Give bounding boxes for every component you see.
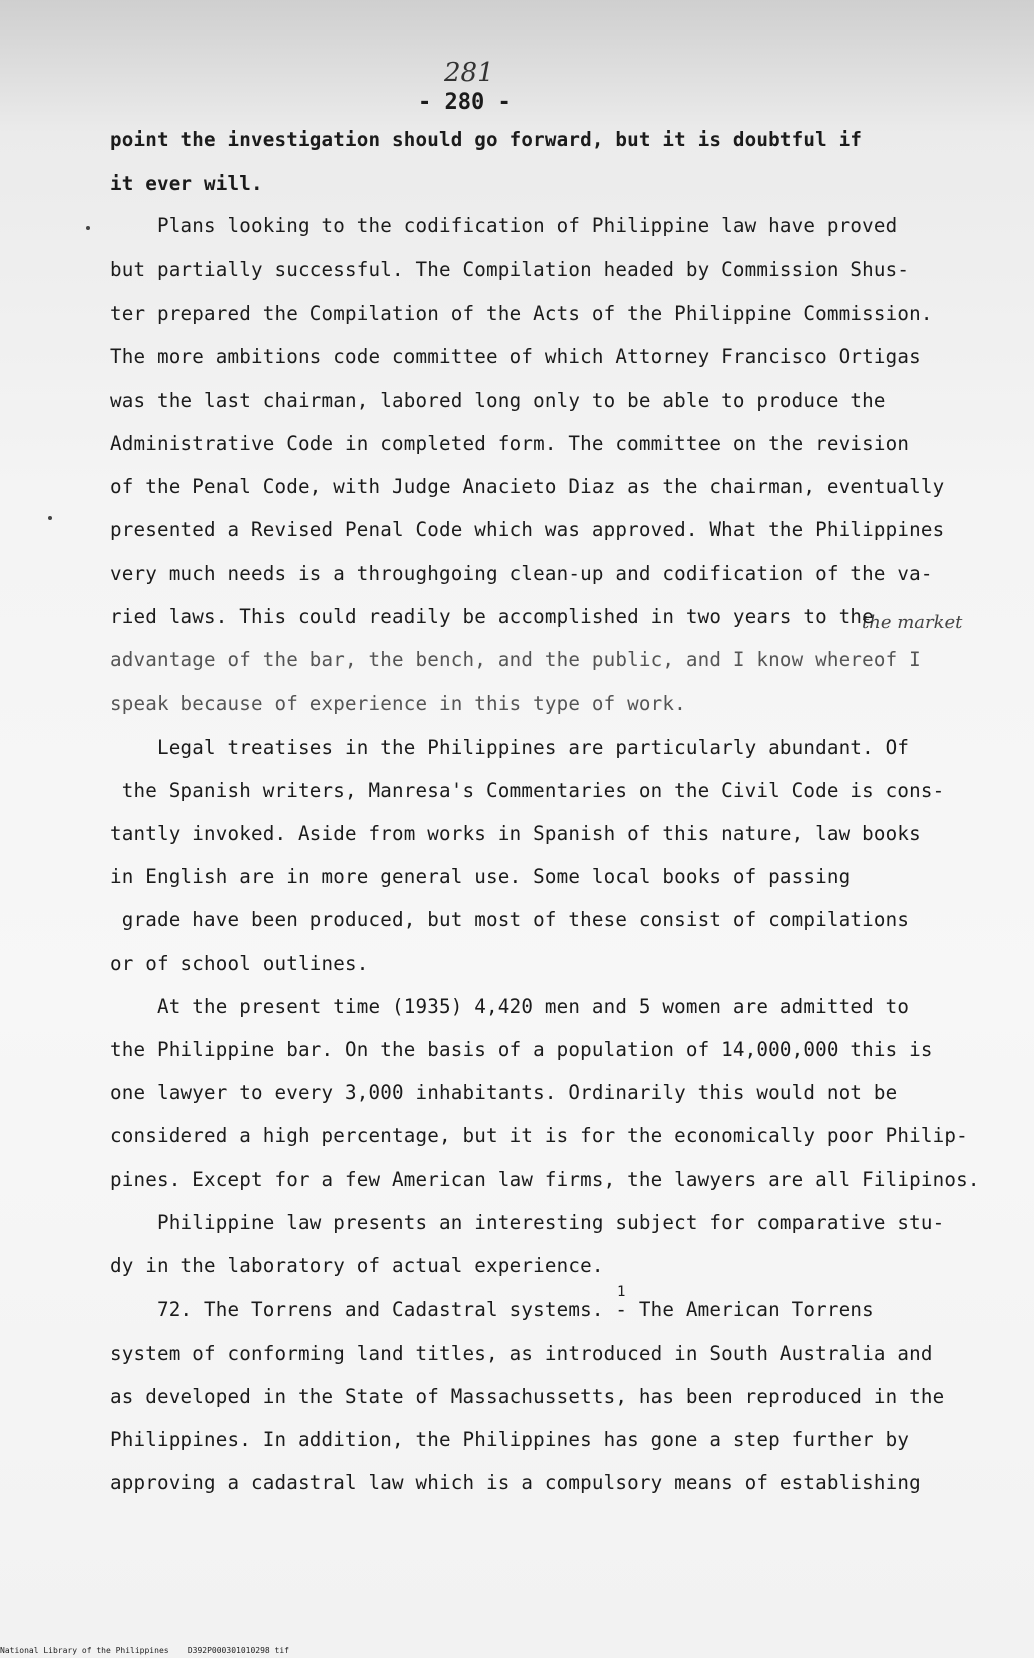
section-heading-line: 72. The Torrens and Cadastral systems. - The American Torrens 1 — [110, 1284, 874, 1321]
text-line: tantly invoked. Aside from works in Spanish of this nature, law books — [110, 822, 921, 845]
text-line: in English are in more general use. Some local books of passing — [110, 865, 851, 888]
text-line: system of conforming land titles, as introduced in South Australia and — [110, 1342, 933, 1365]
text-line: dy in the laboratory of actual experience. — [110, 1254, 604, 1277]
footnote-marker: 1 — [617, 1284, 626, 1300]
text-line: was the last chairman, labored long only to be able to produce the — [110, 389, 886, 412]
text-line: presented a Revised Penal Code which was approved. What the Philippines — [110, 518, 945, 541]
text-line: it ever will. — [110, 172, 263, 195]
text-line: At the present time (1935) 4,420 men and 5 women are admitted to — [110, 995, 910, 1018]
handwritten-margin-note: the market — [862, 612, 963, 633]
text-line: as developed in the State of Massachussetts, has been reproduced in the — [110, 1385, 945, 1408]
text-line: The more ambitions code committee of which Attorney Francisco Ortigas — [110, 345, 921, 368]
text-line: speak because of experience in this type of work. — [110, 692, 686, 715]
text-line: advantage of the bar, the bench, and the public, and I know whereof I — [110, 648, 921, 671]
margin-dot — [48, 516, 52, 520]
handwritten-page-number: 281 — [444, 58, 494, 88]
text-line: ried laws. This could readily be accomplished in two years to the — [110, 605, 874, 628]
text-line: Plans looking to the codification of Philippine law have proved — [110, 214, 898, 237]
text-line: the Philippine bar. On the basis of a population of 14,000,000 this is — [110, 1038, 933, 1061]
text-line: grade have been produced, but most of these consist of compilations — [110, 908, 910, 931]
text-line: very much needs is a throughgoing clean-up and codification of the va- — [110, 562, 933, 585]
text-line: Philippines. In addition, the Philippines has gone a step further by — [110, 1428, 910, 1451]
page-number: - 280 - — [418, 90, 511, 115]
text-line: Philippine law presents an interesting subject for comparative stu- — [110, 1211, 945, 1234]
scan-footer: National Library of the Philippines D392P000301010298 tif — [0, 1646, 289, 1655]
text-line: point the investigation should go forward, but it is doubtful if — [110, 128, 863, 151]
text-line: the Spanish writers, Manresa's Commentaries on the Civil Code is cons- — [110, 779, 945, 802]
text-line: considered a high percentage, but it is for the economically poor Philip- — [110, 1124, 968, 1147]
text-line: approving a cadastral law which is a compulsory means of establishing — [110, 1471, 921, 1494]
text-line: of the Penal Code, with Judge Anacieto Diaz as the chairman, eventually — [110, 475, 945, 498]
text-line: but partially successful. The Compilation headed by Commission Shus- — [110, 258, 910, 281]
text-line: ter prepared the Compilation of the Acts of the Philippine Commission. — [110, 302, 933, 325]
text-line: Legal treatises in the Philippines are particularly abundant. Of — [110, 736, 910, 759]
text-line: Administrative Code in completed form. The committee on the revision — [110, 432, 910, 455]
margin-dot — [86, 226, 90, 230]
text-line: one lawyer to every 3,000 inhabitants. Ordinarily this would not be — [110, 1081, 898, 1104]
text-line: or of school outlines. — [110, 952, 369, 975]
text-line: pines. Except for a few American law firms, the lawyers are all Filipinos. — [110, 1168, 980, 1191]
